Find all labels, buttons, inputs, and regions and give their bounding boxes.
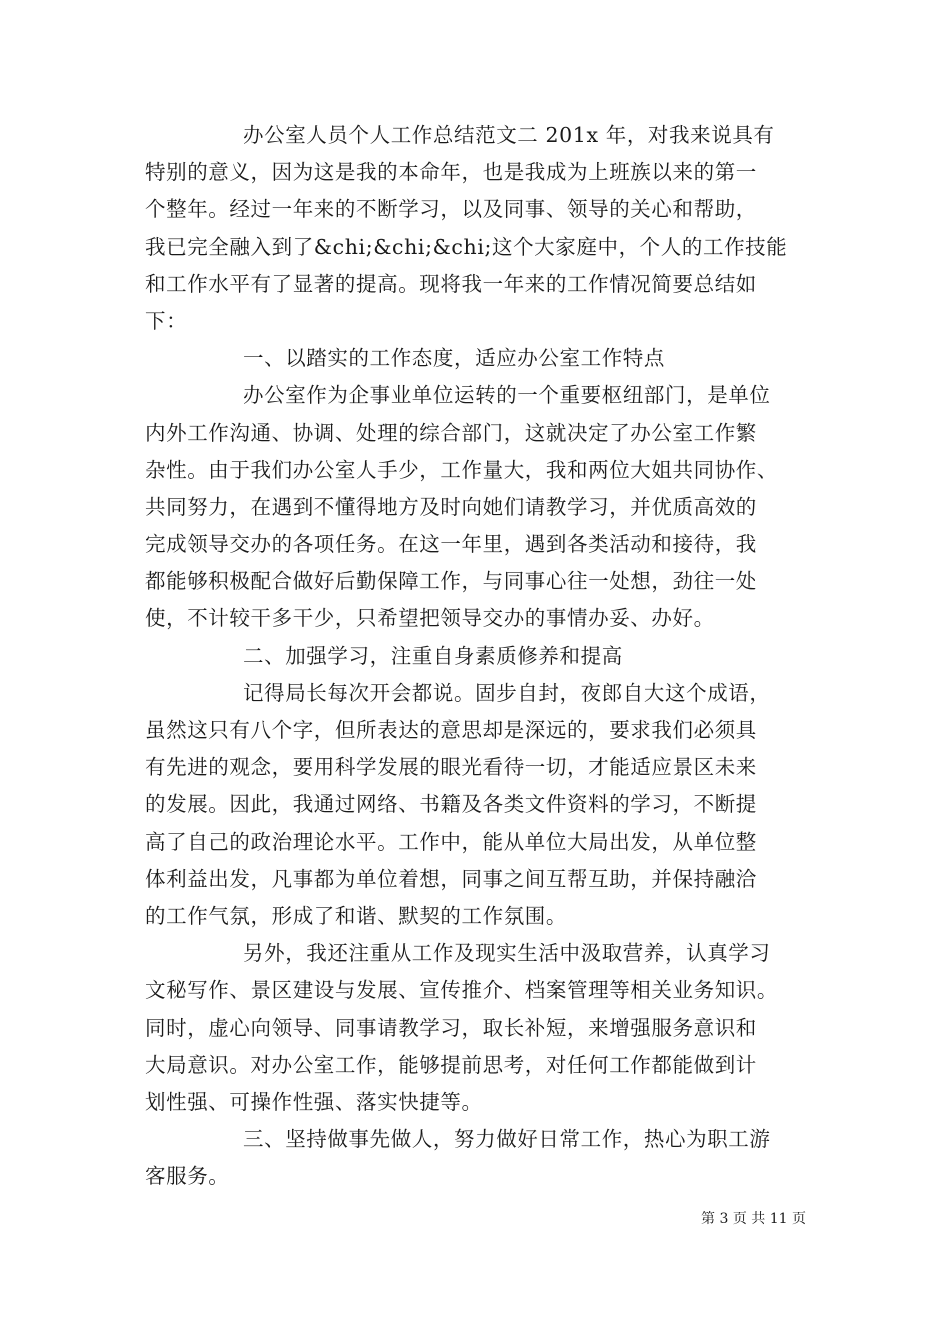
text-line: 三、坚持做事先做人，努力做好日常工作，热心为职工游 — [243, 1127, 771, 1152]
text-line: 办公室作为企事业单位运转的一个重要枢纽部门，是单位 — [243, 383, 771, 408]
text-line: 完成领导交办的各项任务。在这一年里，遇到各类活动和接待，我 — [145, 532, 757, 557]
text-line: 我已完全融入到了&chi;&chi;&chi;这个大家庭中，个人的工作技能 — [145, 234, 788, 259]
text-line: 都能够积极配合做好后勤保障工作，与同事心往一处想，劲往一处 — [145, 569, 757, 594]
text-line: 虽然这只有八个字，但所表达的意思却是深远的，要求我们必须具 — [145, 718, 757, 742]
text-line: 杂性。由于我们办公室人手少，工作量大，我和两位大姐共同协作、 — [145, 457, 778, 482]
text-line: 体利益出发，凡事都为单位着想，同事之间互帮互助，并保持融洽 — [145, 866, 757, 891]
page-number-footer: 第 3 页 共 11 页 — [701, 1211, 806, 1227]
text-line: 个整年。经过一年来的不断学习，以及同事、领导的关心和帮助， — [145, 197, 757, 222]
text-line: 同时，虚心向领导、同事请教学习，取长补短，来增强服务意识和 — [145, 1015, 757, 1040]
text-line: 使，不计较干多干少，只希望把领导交办的事情办妥、办好。 — [145, 606, 715, 631]
text-line: 记得局长每次开会都说。固步自封，夜郎自大这个成语， — [243, 680, 771, 705]
text-line: 的发展。因此，我通过网络、书籍及各类文件资料的学习，不断提 — [145, 792, 757, 817]
text-line: 特别的意义，因为这是我的本命年，也是我成为上班族以来的第一 — [145, 160, 757, 185]
text-line: 客服务。 — [145, 1164, 230, 1189]
text-line: 的工作气氛，形成了和谐、默契的工作氛围。 — [145, 903, 567, 928]
text-line: 共同努力，在遇到不懂得地方及时向她们请教学习，并优质高效的 — [145, 494, 757, 519]
text-line: 文秘写作、景区建设与发展、宣传推介、档案管理等相关业务知识。 — [145, 978, 778, 1003]
text-line: 下： — [145, 308, 188, 333]
text-line: 另外，我还注重从工作及现实生活中汲取营养，认真学习 — [243, 941, 771, 966]
text-line: 内外工作沟通、协调、处理的综合部门，这就决定了办公室工作繁 — [145, 420, 757, 445]
text-line: 一、以踏实的工作态度，适应办公室工作特点 — [243, 346, 665, 371]
text-line: 办公室人员个人工作总结范文二 201x 年，对我来说具有 — [243, 123, 775, 147]
document-body — [145, 117, 835, 1195]
text-line: 和工作水平有了显著的提高。现将我一年来的工作情况简要总结如 — [145, 271, 757, 296]
text-line: 划性强、可操作性强、落实快捷等。 — [145, 1089, 483, 1114]
text-line: 二、加强学习，注重自身素质修养和提高 — [243, 643, 623, 668]
text-line: 高了自己的政治理论水平。工作中，能从单位大局出发，从单位整 — [145, 829, 757, 854]
text-line: 有先进的观念，要用科学发展的眼光看待一切，才能适应景区未来 — [145, 755, 757, 780]
text-line: 大局意识。对办公室工作，能够提前思考，对任何工作都能做到计 — [145, 1052, 757, 1077]
